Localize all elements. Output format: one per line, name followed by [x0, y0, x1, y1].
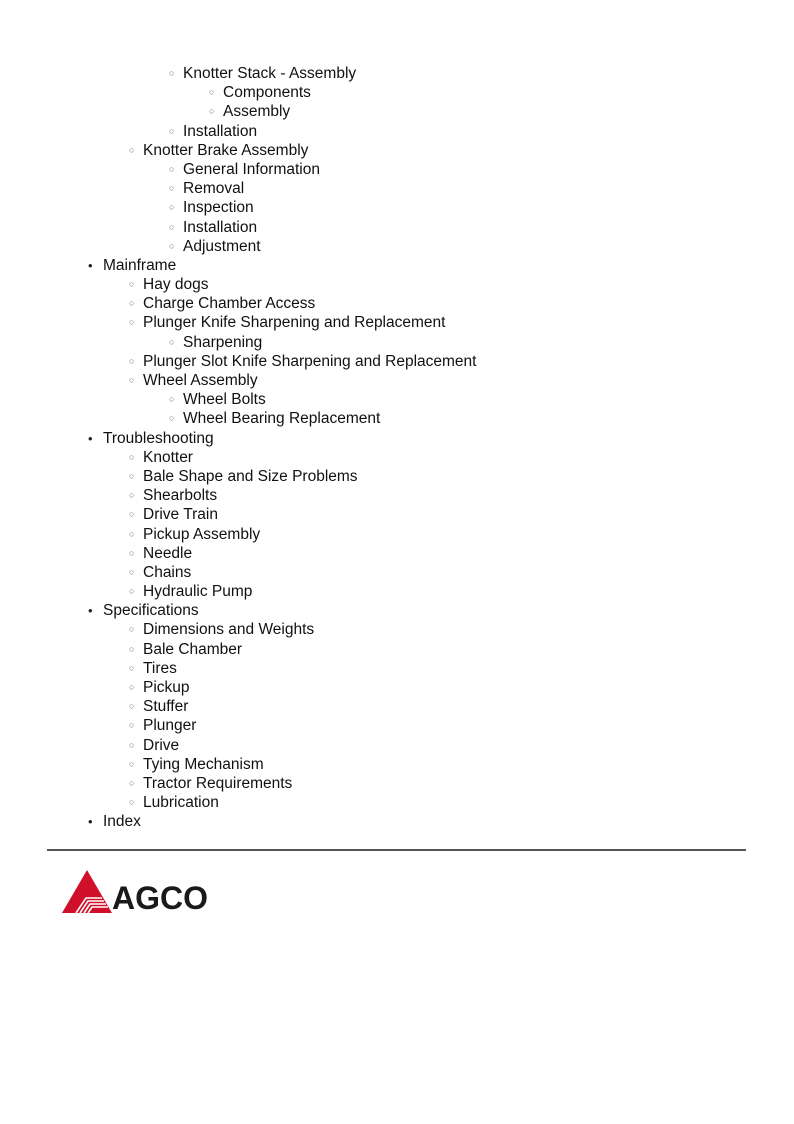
- toc-item-label[interactable]: Mainframe: [103, 256, 177, 274]
- toc-item[interactable]: [0, 640, 794, 659]
- toc-item[interactable]: [0, 601, 794, 620]
- toc-item[interactable]: [0, 812, 794, 831]
- toc-item[interactable]: [0, 716, 794, 735]
- toc-item[interactable]: [0, 313, 794, 332]
- toc-item[interactable]: [0, 429, 794, 448]
- circle-bullet-icon: ○: [129, 682, 135, 692]
- toc-item[interactable]: [0, 620, 794, 639]
- circle-bullet-icon: ○: [169, 183, 175, 194]
- disc-bullet-icon: •: [88, 430, 93, 446]
- toc-item[interactable]: [0, 294, 794, 313]
- circle-bullet-icon: ○: [129, 451, 135, 462]
- circle-bullet-icon: ○: [209, 106, 215, 117]
- circle-bullet-icon: ○: [129, 298, 135, 309]
- toc-item[interactable]: [0, 697, 794, 716]
- toc-item-label[interactable]: Plunger: [143, 717, 197, 735]
- toc-item-label[interactable]: Tying Mechanism: [143, 755, 264, 773]
- table-of-contents: [0, 64, 794, 832]
- circle-bullet-icon: ○: [129, 279, 135, 290]
- toc-item[interactable]: [0, 198, 794, 217]
- circle-bullet-icon: ○: [209, 87, 215, 98]
- toc-item[interactable]: [0, 448, 794, 467]
- circle-bullet-icon: ○: [169, 394, 175, 405]
- toc-item-label[interactable]: Assembly: [223, 103, 291, 121]
- circle-bullet-icon: ○: [129, 701, 135, 712]
- toc-item[interactable]: [0, 352, 794, 371]
- toc-item[interactable]: [0, 467, 794, 486]
- circle-bullet-icon: ○: [129, 317, 135, 328]
- toc-item-label[interactable]: Stuffer: [143, 698, 189, 716]
- toc-item[interactable]: [0, 102, 794, 121]
- toc-item-label[interactable]: Charge Chamber Access: [143, 295, 316, 313]
- toc-item-label[interactable]: Knotter Stack - Assembly: [183, 65, 357, 82]
- toc-item[interactable]: [0, 275, 794, 294]
- toc-item[interactable]: [0, 333, 794, 352]
- toc-item-label[interactable]: Hay dogs: [143, 276, 209, 294]
- circle-bullet-icon: ○: [129, 777, 135, 788]
- agco-logo: [62, 868, 234, 914]
- circle-bullet-icon: ○: [129, 547, 135, 558]
- circle-bullet-icon: ○: [129, 662, 135, 673]
- circle-bullet-icon: ○: [129, 375, 135, 385]
- toc-item[interactable]: [0, 736, 794, 755]
- toc-item[interactable]: [0, 218, 794, 237]
- circle-bullet-icon: ○: [169, 125, 175, 136]
- toc-item[interactable]: [0, 160, 794, 179]
- toc-item[interactable]: [0, 409, 794, 428]
- circle-bullet-icon: ○: [129, 720, 135, 731]
- circle-bullet-icon: ○: [129, 566, 135, 577]
- toc-item-label[interactable]: Plunger Slot Knife Sharpening and Replacement: [143, 352, 477, 370]
- toc-item-label[interactable]: Knotter: [143, 448, 193, 466]
- toc-item[interactable]: [0, 83, 794, 102]
- toc-item-label[interactable]: Needle: [143, 544, 193, 562]
- toc-item[interactable]: [0, 582, 794, 601]
- toc-item-label[interactable]: Sharpening: [183, 333, 263, 351]
- circle-bullet-icon: ○: [129, 528, 135, 539]
- disc-bullet-icon: •: [88, 603, 93, 619]
- toc-item-label[interactable]: Knotter Brake Assembly: [143, 141, 309, 159]
- circle-bullet-icon: ○: [129, 509, 135, 520]
- toc-item-label[interactable]: Lubrication: [143, 794, 219, 812]
- toc-item-label[interactable]: Components: [223, 84, 311, 102]
- circle-bullet-icon: ○: [129, 355, 135, 366]
- toc-item[interactable]: [0, 505, 794, 524]
- toc-item-label[interactable]: Adjustment: [183, 237, 261, 255]
- toc-item-label[interactable]: Specifications: [103, 602, 199, 620]
- circle-bullet-icon: ○: [169, 202, 175, 213]
- toc-item[interactable]: [0, 525, 794, 544]
- circle-bullet-icon: ○: [169, 336, 175, 347]
- toc-item-label[interactable]: Hydraulic Pump: [143, 583, 253, 601]
- toc-item-label[interactable]: Tires: [143, 659, 177, 677]
- toc-item[interactable]: [0, 64, 794, 83]
- toc-item-label[interactable]: General Information: [183, 160, 320, 178]
- toc-item[interactable]: [0, 179, 794, 198]
- toc-item[interactable]: [0, 755, 794, 774]
- toc-item-label[interactable]: Installation: [183, 122, 258, 140]
- toc-item[interactable]: [0, 237, 794, 256]
- toc-item-label[interactable]: Drive Train: [143, 506, 218, 524]
- toc-item[interactable]: [0, 793, 794, 812]
- circle-bullet-icon: ○: [129, 739, 135, 750]
- circle-bullet-icon: ○: [129, 758, 135, 769]
- circle-bullet-icon: ○: [129, 586, 135, 597]
- toc-item[interactable]: [0, 678, 794, 697]
- circle-bullet-icon: ○: [169, 240, 175, 251]
- agco-wordmark: AGCO: [112, 880, 208, 916]
- toc-item[interactable]: [0, 563, 794, 582]
- toc-item[interactable]: [0, 486, 794, 505]
- divider: [47, 849, 746, 851]
- toc-item-label[interactable]: Pickup Assembly: [143, 525, 261, 543]
- toc-item[interactable]: [0, 141, 794, 160]
- toc-item-label[interactable]: Wheel Assembly: [143, 372, 258, 389]
- disc-bullet-icon: •: [88, 257, 93, 273]
- toc-item-label[interactable]: Inspection: [183, 199, 254, 217]
- circle-bullet-icon: ○: [169, 221, 175, 232]
- toc-item[interactable]: [0, 256, 794, 275]
- toc-item-label[interactable]: Dimensions and Weights: [143, 621, 315, 639]
- toc-item-label[interactable]: Tractor Requirements: [143, 774, 293, 792]
- toc-item-label[interactable]: Wheel Bolts: [183, 391, 266, 409]
- circle-bullet-icon: ○: [129, 797, 135, 808]
- toc-item[interactable]: [0, 371, 794, 390]
- circle-bullet-icon: ○: [169, 413, 175, 424]
- toc-item[interactable]: [0, 122, 794, 141]
- toc-item-label[interactable]: Pickup: [143, 679, 190, 696]
- disc-bullet-icon: •: [88, 814, 93, 830]
- toc-item-label[interactable]: Installation: [183, 218, 258, 236]
- toc-item[interactable]: [0, 659, 794, 678]
- toc-item-label[interactable]: Shearbolts: [143, 487, 218, 505]
- circle-bullet-icon: ○: [129, 624, 135, 635]
- circle-bullet-icon: ○: [129, 490, 135, 501]
- toc-item-label[interactable]: Bale Shape and Size Problems: [143, 467, 358, 485]
- toc-item-label[interactable]: Bale Chamber: [143, 640, 243, 658]
- circle-bullet-icon: ○: [129, 144, 135, 155]
- toc-item-label[interactable]: Chains: [143, 563, 192, 581]
- toc-item[interactable]: [0, 544, 794, 563]
- circle-bullet-icon: ○: [129, 470, 135, 481]
- toc-item-label[interactable]: Troubleshooting: [103, 429, 214, 447]
- toc-item-label[interactable]: Index: [103, 813, 141, 831]
- toc-item-label[interactable]: Removal: [183, 180, 245, 198]
- toc-item[interactable]: [0, 774, 794, 793]
- toc-item-label[interactable]: Wheel Bearing Replacement: [183, 410, 381, 428]
- toc-item-label[interactable]: Plunger Knife Sharpening and Replacement: [143, 314, 446, 332]
- toc-item[interactable]: [0, 390, 794, 409]
- circle-bullet-icon: ○: [169, 68, 175, 78]
- circle-bullet-icon: ○: [169, 163, 175, 174]
- circle-bullet-icon: ○: [129, 643, 135, 654]
- toc-item-label[interactable]: Drive: [143, 736, 180, 754]
